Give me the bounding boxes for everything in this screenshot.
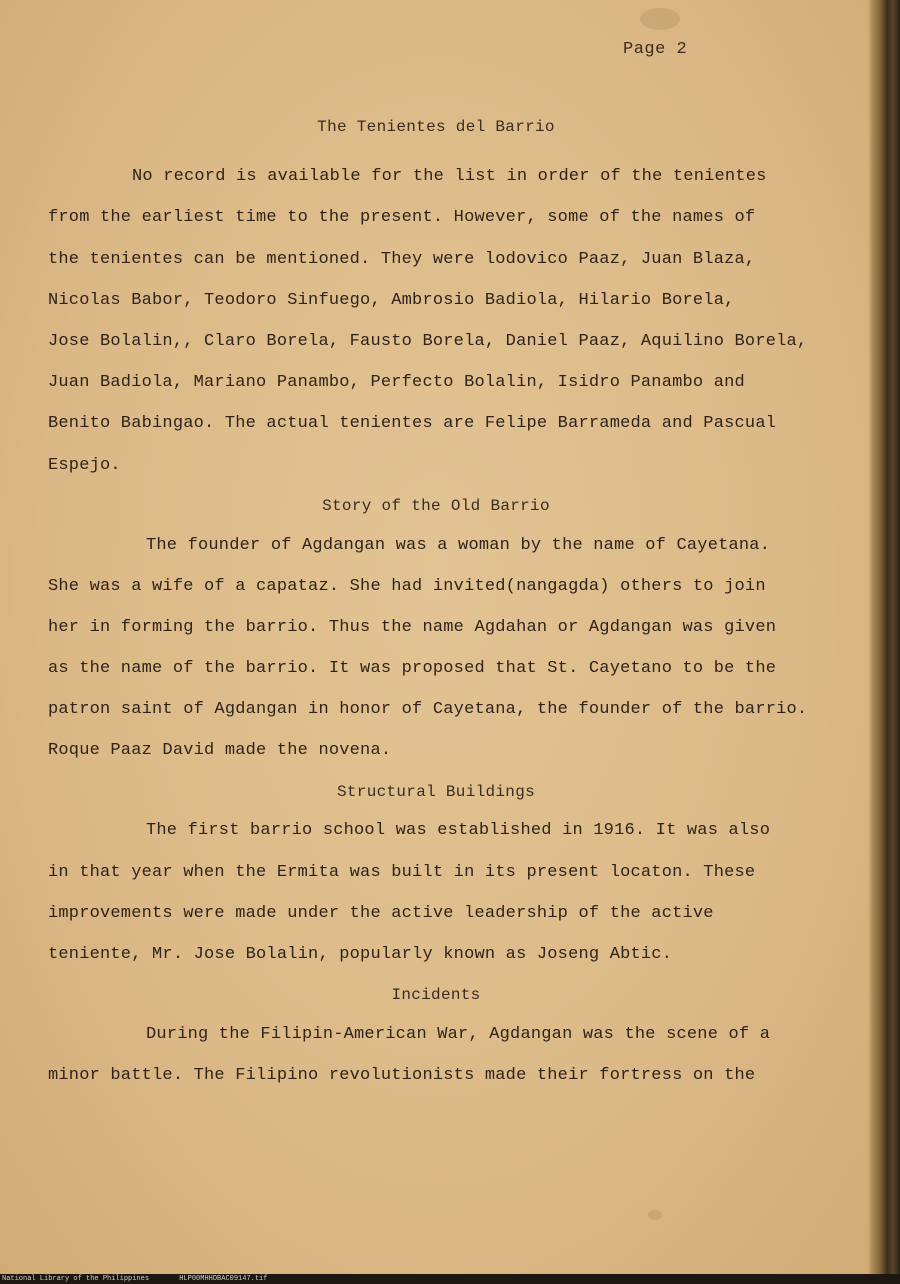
text-line: No record is available for the list in order of the tenientes [132, 167, 767, 186]
text-line: Juan Badiola, Mariano Panambo, Perfecto Bolalin, Isidro Panambo and [48, 373, 745, 392]
text-line: teniente, Mr. Jose Bolalin, popularly known as Joseng Abtic. [48, 945, 673, 964]
paper-stain [648, 1210, 662, 1220]
scan-footer [2, 1274, 293, 1284]
section-heading-story: Story of the Old Barrio [322, 497, 550, 515]
paper-stain [640, 8, 680, 30]
text-line: Jose Bolalin,, Claro Borela, Fausto Borela, Daniel Paaz, Aquilino Borela, [48, 332, 808, 351]
text-line: She was a wife of a capataz. She had invited(nangagda) others to join [48, 577, 766, 596]
text-line: Espejo. [48, 456, 121, 475]
text-line: Nicolas Babor, Teodoro Sinfuego, Ambrosio Badiola, Hilario Borela, [48, 291, 735, 310]
section-heading-incidents: Incidents [391, 986, 481, 1004]
text-line: in that year when the Ermita was built in its present locaton. These [48, 863, 756, 882]
section-heading-structural: Structural Buildings [336, 783, 536, 801]
text-line: Benito Babingao. The actual tenientes are Felipe Barrameda and Pascual [48, 414, 777, 433]
page-number: Page 2 [623, 40, 688, 59]
footer-library: National Library of the Philippines [2, 1275, 150, 1283]
text-line: minor battle. The Filipino revolutionists made their fortress on the [48, 1066, 756, 1085]
text-line: Roque Paaz David made the novena. [48, 741, 392, 760]
text-line: The first barrio school was established in 1916. It was also [146, 821, 771, 840]
text-line: patron saint of Agdangan in honor of Cayetana, the founder of the barrio. [48, 700, 808, 719]
book-binding [872, 0, 900, 1284]
text-line: the tenientes can be mentioned. They were lodovico Paaz, Juan Blaza, [48, 250, 756, 269]
footer-filename: HLP00MHHDBAC09147.tif [179, 1275, 268, 1283]
text-line: The founder of Agdangan was a woman by the name of Cayetana. [146, 536, 771, 555]
text-line: During the Filipin-American War, Agdangan was the scene of a [146, 1025, 771, 1044]
text-line: from the earliest time to the present. However, some of the names of [48, 208, 756, 227]
text-line: as the name of the barrio. It was proposed that St. Cayetano to be the [48, 659, 777, 678]
text-line: her in forming the barrio. Thus the name Agdahan or Agdangan was given [48, 618, 777, 637]
section-heading-tenientes: The Tenientes del Barrio [317, 118, 555, 136]
text-line: improvements were made under the active leadership of the active [48, 904, 714, 923]
